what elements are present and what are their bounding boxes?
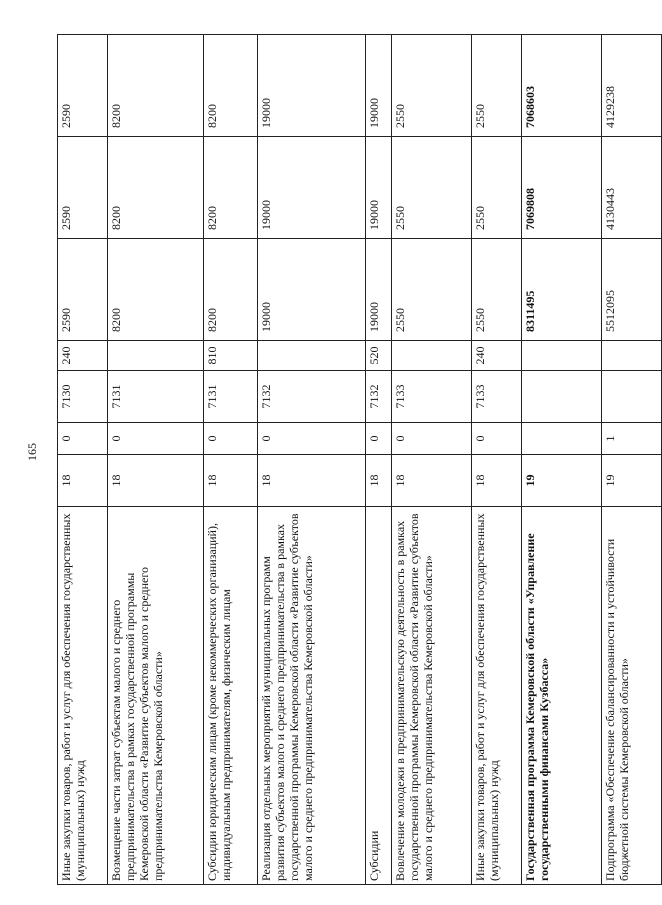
row-subcode-cell: 0 (258, 423, 366, 455)
row-target-cell (602, 371, 662, 423)
table-row (472, 35, 522, 885)
row-target-cell: 7132 (366, 371, 392, 423)
row-name-cell: Иные закупки товаров, работ и услуг для обеспечения государственных (муниципальных) нужд (472, 507, 522, 885)
row-amount-year2-cell: 4130443 (602, 137, 662, 239)
row-amount-year2-cell: 7069808 (522, 137, 602, 239)
row-target-cell: 7131 (108, 371, 204, 423)
row-code-cell: 18 (58, 455, 108, 507)
row-expense-type-cell (108, 341, 204, 371)
row-name-cell: Субсидии юридическим лицам (кроме некоммерческих организаций), индивидуальным предпринимателям, физическим лицам (204, 507, 258, 885)
row-subcode-cell: 0 (472, 423, 522, 455)
row-subcode-cell: 1 (602, 423, 662, 455)
row-amount-year1-cell: 8311495 (522, 239, 602, 341)
row-amount-year2-cell: 2590 (58, 137, 108, 239)
row-amount-year2-cell: 2550 (472, 137, 522, 239)
row-amount-year2-cell: 8200 (204, 137, 258, 239)
row-code-cell: 18 (366, 455, 392, 507)
budget-table-rotated (57, 35, 631, 885)
table-body (58, 35, 662, 885)
row-subcode-cell: 0 (366, 423, 392, 455)
row-amount-year3-cell: 4129238 (602, 35, 662, 137)
row-subcode-cell: 0 (392, 423, 472, 455)
row-amount-year1-cell: 5512095 (602, 239, 662, 341)
budget-table (57, 34, 662, 885)
row-expense-type-cell (602, 341, 662, 371)
row-subcode-cell: 0 (108, 423, 204, 455)
row-code-cell: 18 (472, 455, 522, 507)
row-subcode-cell: 0 (58, 423, 108, 455)
row-amount-year3-cell: 19000 (366, 35, 392, 137)
row-amount-year3-cell: 8200 (204, 35, 258, 137)
table-row (366, 35, 392, 885)
row-target-cell: 7133 (392, 371, 472, 423)
row-subcode-cell: 0 (204, 423, 258, 455)
row-code-cell: 18 (108, 455, 204, 507)
row-name-cell: Государственная программа Кемеровской области «Управление государственными финансами Кузбасса» (522, 507, 602, 885)
row-code-cell: 18 (204, 455, 258, 507)
row-amount-year1-cell: 2550 (392, 239, 472, 341)
table-row (522, 35, 602, 885)
row-code-cell: 19 (602, 455, 662, 507)
row-amount-year3-cell: 2550 (392, 35, 472, 137)
row-amount-year3-cell: 7068603 (522, 35, 602, 137)
row-amount-year2-cell: 19000 (258, 137, 366, 239)
row-target-cell: 7131 (204, 371, 258, 423)
row-amount-year1-cell: 8200 (108, 239, 204, 341)
row-code-cell: 18 (258, 455, 366, 507)
row-amount-year2-cell: 19000 (366, 137, 392, 239)
row-target-cell (522, 371, 602, 423)
row-name-cell: Субсидии (366, 507, 392, 885)
row-expense-type-cell (522, 341, 602, 371)
row-expense-type-cell: 240 (472, 341, 522, 371)
row-target-cell: 7132 (258, 371, 366, 423)
row-target-cell: 7130 (58, 371, 108, 423)
row-name-cell: Подпрограмма «Обеспечение сбалансированности и устойчивости бюджетной системы Кемеровской области» (602, 507, 662, 885)
row-name-cell: Иные закупки товаров, работ и услуг для обеспечения государственных (муниципальных) нужд (58, 507, 108, 885)
row-expense-type-cell: 810 (204, 341, 258, 371)
row-name-cell: Вовлечение молодежи в предпринимательскую деятельность в рамках государственной программы Кемеровской области «Развитие субъектов малого и среднего предпринимательства Кемеровской области» (392, 507, 472, 885)
row-target-cell: 7133 (472, 371, 522, 423)
row-subcode-cell (522, 423, 602, 455)
table-row (258, 35, 366, 885)
row-amount-year3-cell: 2550 (472, 35, 522, 137)
row-code-cell: 18 (392, 455, 472, 507)
row-amount-year1-cell: 2550 (472, 239, 522, 341)
row-amount-year2-cell: 8200 (108, 137, 204, 239)
table-row (108, 35, 204, 885)
table-row (392, 35, 472, 885)
table-row (204, 35, 258, 885)
row-amount-year2-cell: 2550 (392, 137, 472, 239)
page-number: 165 (25, 443, 39, 461)
row-expense-type-cell: 520 (366, 341, 392, 371)
row-name-cell: Возмещение части затрат субъектам малого и среднего предпринимательства в рамках государственной программы Кемеровской области «Развитие субъектов малого и среднего предпринимательства Кемеровской области» (108, 507, 204, 885)
row-amount-year3-cell: 2590 (58, 35, 108, 137)
row-amount-year3-cell: 8200 (108, 35, 204, 137)
row-code-cell: 19 (522, 455, 602, 507)
row-expense-type-cell (258, 341, 366, 371)
row-expense-type-cell (392, 341, 472, 371)
table-row (602, 35, 662, 885)
table-row (58, 35, 108, 885)
row-name-cell: Реализация отдельных мероприятий муниципальных программ развития субъектов малого и среднего предпринимательства в рамках государственной программы Кемеровской области «Развитие субъектов малого и среднего предпринимательства Кемеровской области» (258, 507, 366, 885)
row-amount-year1-cell: 8200 (204, 239, 258, 341)
row-expense-type-cell: 240 (58, 341, 108, 371)
row-amount-year1-cell: 19000 (258, 239, 366, 341)
row-amount-year1-cell: 19000 (366, 239, 392, 341)
budget-table-frame (57, 35, 631, 885)
row-amount-year3-cell: 19000 (258, 35, 366, 137)
row-amount-year1-cell: 2590 (58, 239, 108, 341)
